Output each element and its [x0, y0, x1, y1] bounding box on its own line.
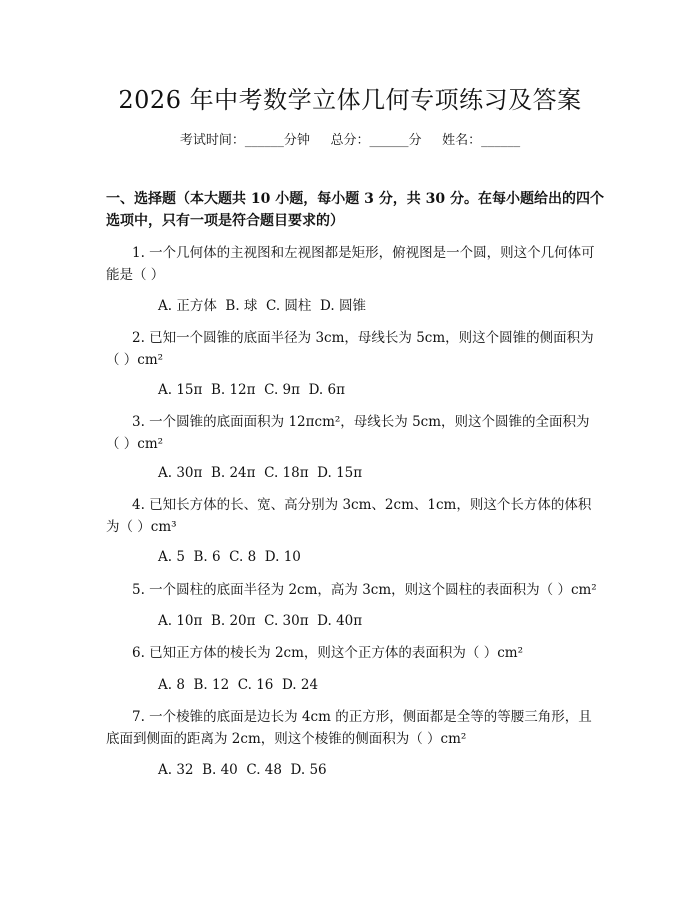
question-stem: 5. 一个圆柱的底面半径为 2cm，高为 3cm，则这个圆柱的表面积为（ ）cm² [132, 582, 597, 598]
question-2-options: A. 15π B. 12π C. 9π D. 6π [158, 382, 345, 398]
question-stem: 1. 一个几何体的主视图和左视图都是矩形，俯视图是一个圆，则这个几何体可能是（ ） [106, 245, 595, 283]
question-stem: 7. 一个棱锥的底面是边长为 4cm 的正方形，侧面都是全等的等腰三角形，且底面到侧面的距离为 2cm，则这个棱锥的侧面积为（ ）cm² [106, 709, 592, 747]
question-4 [106, 494, 598, 538]
page-title: 2026 年中考数学立体几何专项练习及答案 [118, 86, 582, 114]
question-6 [106, 642, 598, 664]
question-3 [106, 411, 598, 455]
question-6-options: A. 8 B. 12 C. 16 D. 24 [158, 677, 319, 693]
question-5-options: A. 10π B. 20π C. 30π D. 40π [158, 613, 363, 629]
question-3-options: A. 30π B. 24π C. 18π D. 15π [158, 465, 363, 481]
question-5 [106, 579, 598, 601]
question-1-options: A. 正方体 B. 球 C. 圆柱 D. 圆锥 [158, 298, 366, 314]
question-7-options: A. 32 B. 40 C. 48 D. 56 [158, 762, 327, 778]
question-stem: 6. 已知正方体的棱长为 2cm，则这个正方体的表面积为（ ）cm² [132, 645, 523, 661]
question-1 [106, 242, 598, 286]
question-stem: 4. 已知长方体的长、宽、高分别为 3cm、2cm、1cm，则这个长方体的体积为（ ）cm³ [106, 497, 592, 535]
question-7 [106, 706, 598, 750]
question-2 [106, 327, 598, 371]
section-heading: 一、选择题（本大题共 10 小题，每小题 3 分，共 30 分。在每小题给出的四个选项中，只有一项是符合题目要求的） [106, 191, 604, 229]
question-stem: 3. 一个圆锥的底面面积为 12πcm²，母线长为 5cm，则这个圆锥的全面积为（ ）cm² [106, 414, 590, 452]
question-4-options: A. 5 B. 6 C. 8 D. 10 [158, 549, 301, 565]
question-stem: 2. 已知一个圆锥的底面半径为 3cm，母线长为 5cm，则这个圆锥的侧面积为（ ）cm² [106, 330, 594, 368]
exam-info-line: 考试时间：______分钟 总分：______分 姓名：______ [179, 133, 521, 148]
